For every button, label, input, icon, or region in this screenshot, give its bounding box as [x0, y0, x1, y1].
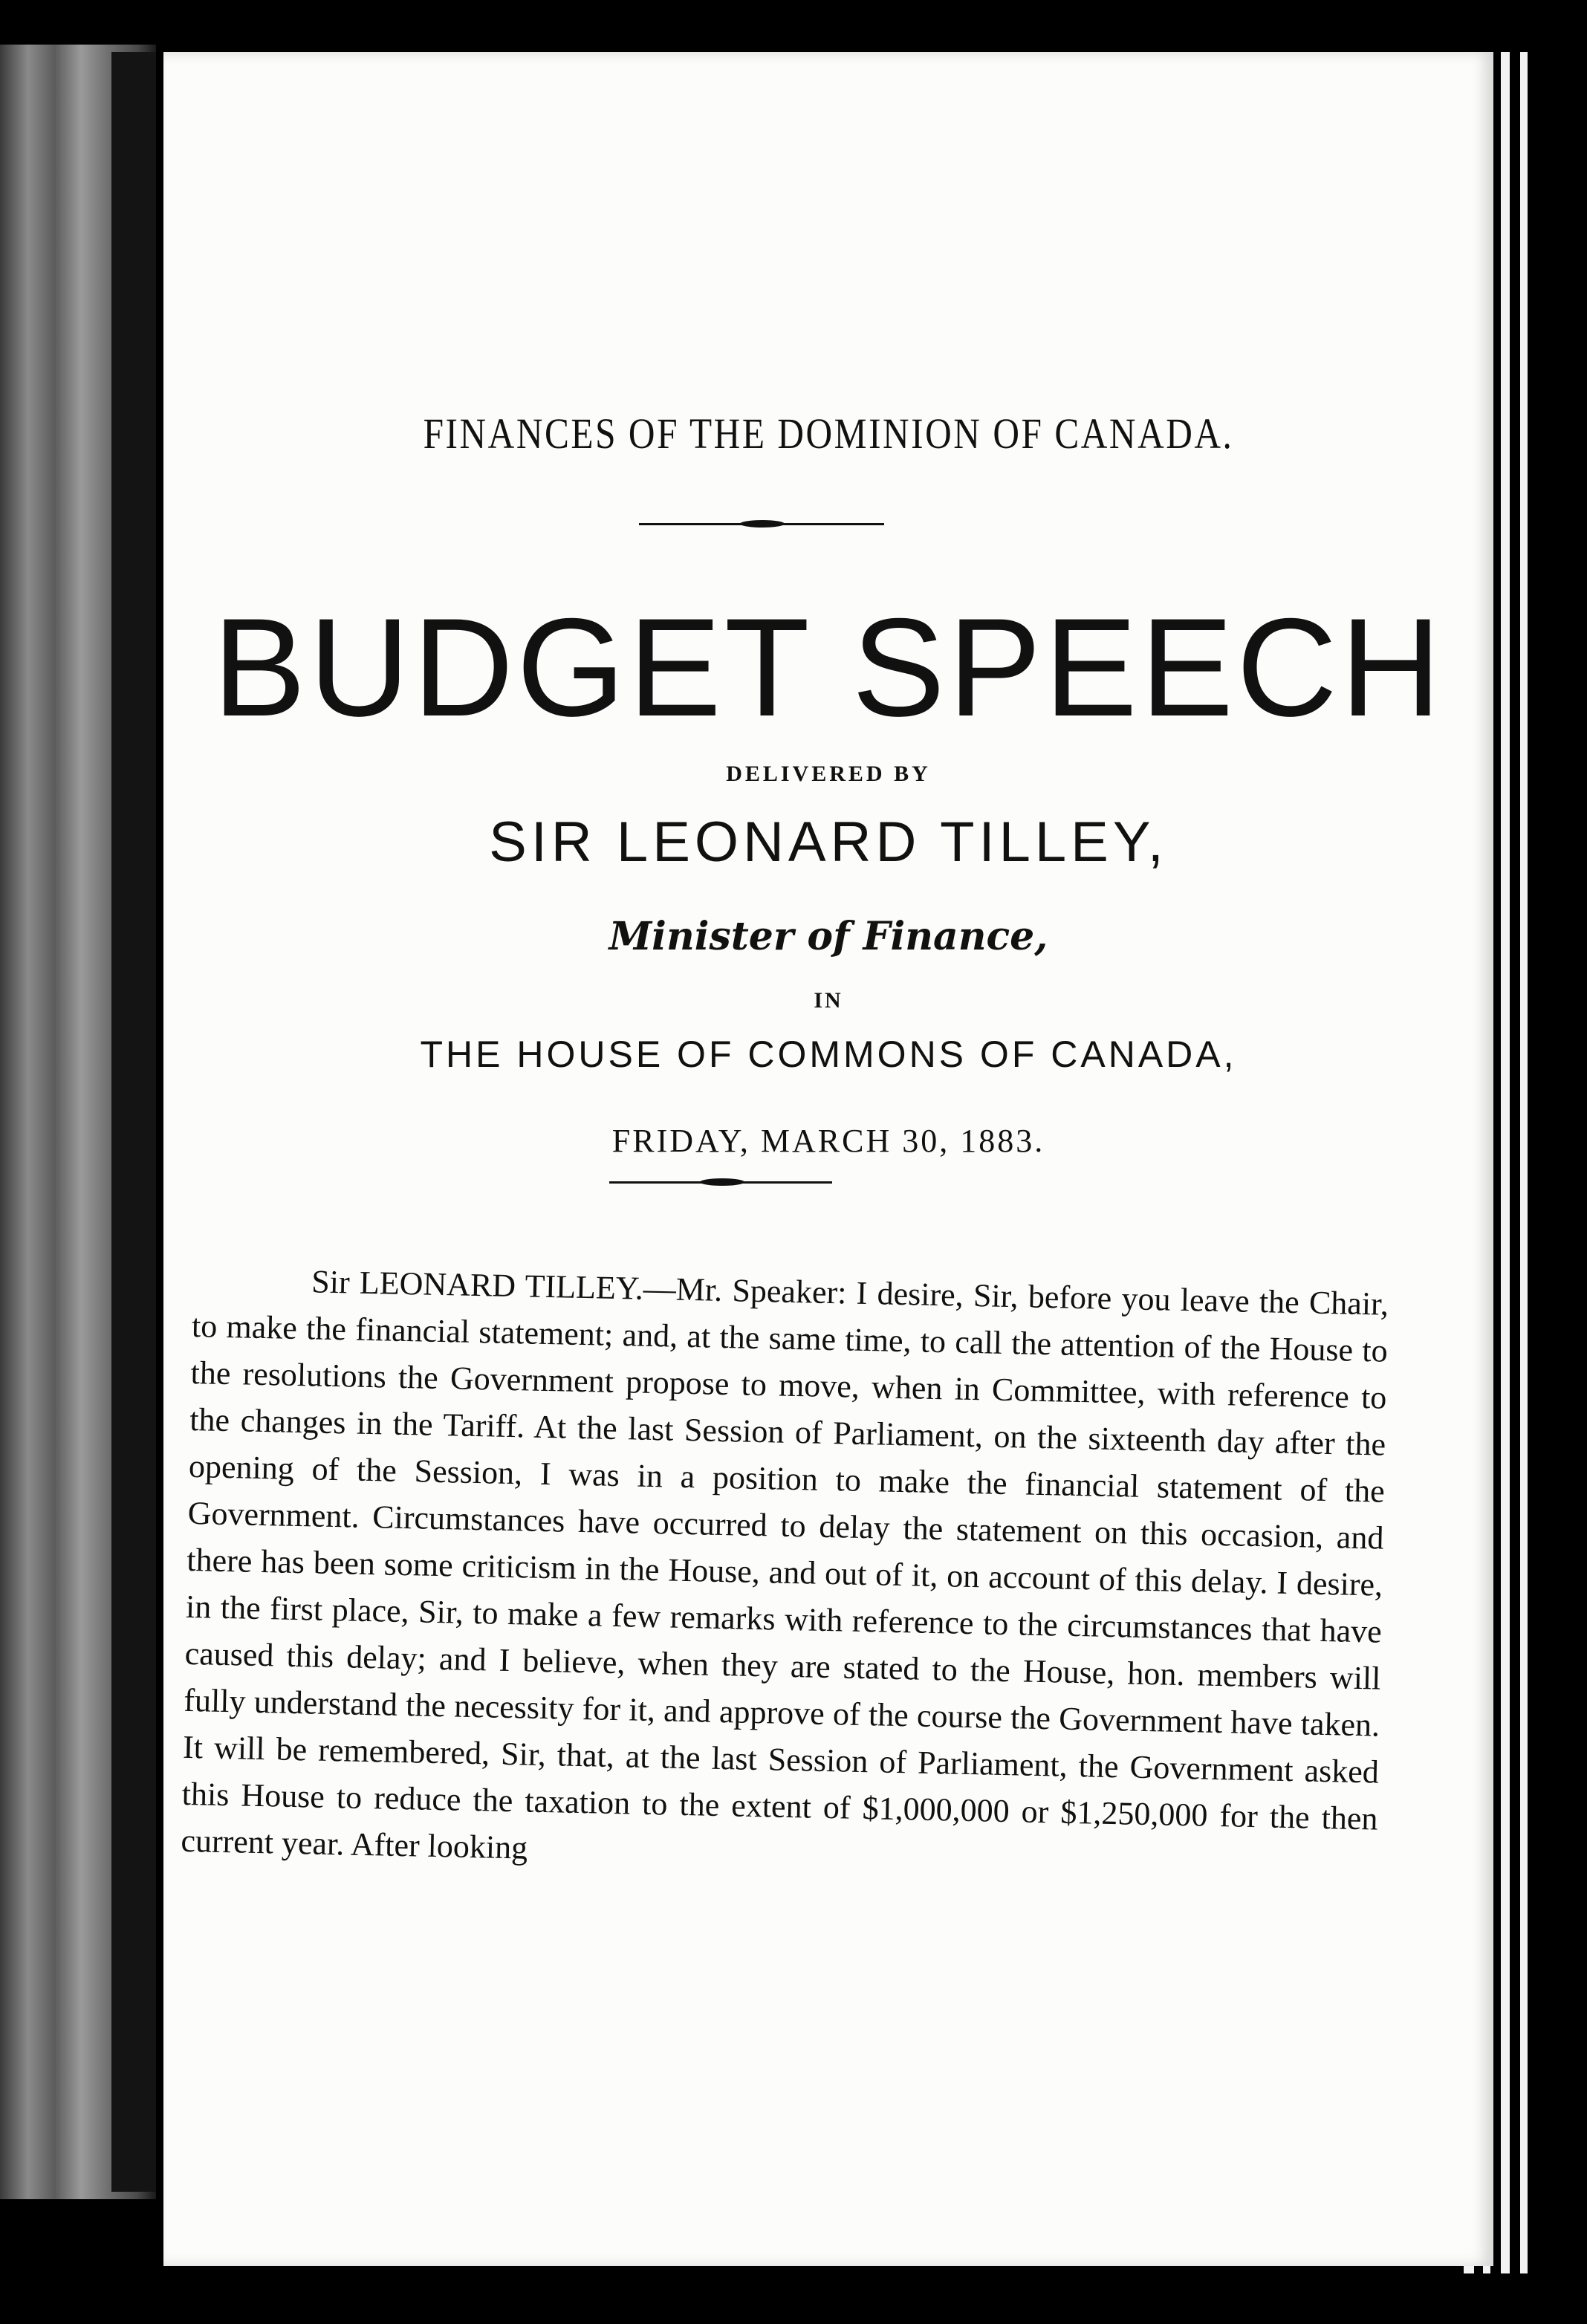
delivered-by-label: DELIVERED BY	[726, 762, 931, 786]
speaker-office: Minister of Finance,	[608, 914, 1048, 959]
document-page	[163, 52, 1493, 2266]
venue-name: THE HOUSE OF COMMONS OF CANADA,	[420, 1033, 1237, 1075]
in-label: IN	[814, 988, 843, 1013]
spine-gutter	[111, 52, 156, 2192]
speech-body	[181, 1256, 1389, 1889]
document-title: BUDGET SPEECH	[212, 589, 1444, 745]
speech-paragraph: Sir LEONARD TILLEY.—Mr. Speaker: I desire, Sir, before you leave the Chair, to make the financial statement; and, at the same time, to call the attention of the House to the resolutions the Government propose to move, when in Committee, with reference to the changes in the Tariff. At the last Session of Parliament, on the sixteenth day after the opening of the Session, I was in a position to make the financial statement of the Government. Circumstances have occurred to delay the statement on this occasion, and there has been some criticism in the House, and out of it, on account of this delay. I desire, in the first place, Sir, to make a few remarks with reference to the circumstances that have caused this delay; and I believe, when they are stated to the House, hon. members will fully understand the necessity for it, and approve of the course the Government have taken. It will be remembered, Sir, that, at the last Session of Parliament, the Government asked this House to reduce the taxation to the extent of $1,000,000 or $1,250,000 for the then current year. After looking	[180, 1263, 1389, 1866]
speech-date: FRIDAY, MARCH 30, 1883.	[611, 1123, 1045, 1159]
speaker-name: SIR LEONARD TILLEY,	[489, 811, 1168, 874]
series-heading: FINANCES OF THE DOMINION OF CANADA.	[423, 409, 1234, 458]
